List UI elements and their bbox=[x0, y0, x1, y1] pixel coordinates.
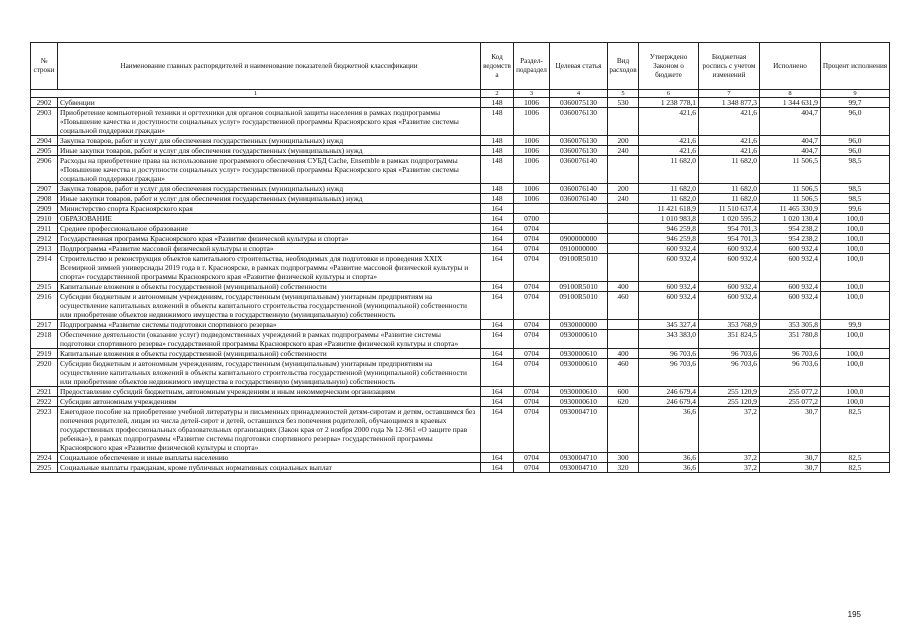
row-expense-type bbox=[608, 224, 639, 234]
row-executed: 30,7 bbox=[760, 407, 821, 453]
row-section: 0704 bbox=[514, 254, 550, 282]
row-expense-type bbox=[608, 254, 639, 282]
row-code: 164 bbox=[481, 292, 514, 320]
row-executed: 404,7 bbox=[760, 136, 821, 146]
row-executed: 404,7 bbox=[760, 146, 821, 156]
row-executed: 1 020 130,4 bbox=[760, 214, 821, 224]
row-number: 2919 bbox=[31, 349, 58, 359]
row-approved: 11 421 618,9 bbox=[639, 204, 699, 214]
row-approved: 421,6 bbox=[639, 146, 699, 156]
row-code: 148 bbox=[481, 136, 514, 146]
header-schedule: Бюджетная роспись с учетом изменений bbox=[699, 43, 760, 90]
row-number: 2920 bbox=[31, 359, 58, 387]
row-section: 0704 bbox=[514, 453, 550, 463]
row-code: 164 bbox=[481, 320, 514, 330]
row-name: Субсидии бюджетным и автономным учреждениям, государственным (муниципальным) унитарным предприятиям на осуществление капитальных вложений в объекты капитального строительства государственной (муниципальной) собственности или приобретение объектов недвижимого имущества в государственную (муниципальную) собственность bbox=[58, 359, 481, 387]
row-percent: 96,0 bbox=[821, 136, 890, 146]
row-executed: 255 077,2 bbox=[760, 397, 821, 407]
row-percent: 100,0 bbox=[821, 244, 890, 254]
row-target: 0930000610 bbox=[550, 397, 608, 407]
row-executed: 404,7 bbox=[760, 108, 821, 136]
row-expense-type: 300 bbox=[608, 453, 639, 463]
row-section: 0704 bbox=[514, 349, 550, 359]
row-schedule: 37,2 bbox=[699, 407, 760, 453]
row-executed: 30,7 bbox=[760, 463, 821, 473]
row-executed: 11 506,5 bbox=[760, 156, 821, 184]
row-expense-type bbox=[608, 330, 639, 349]
header-code: Код ведомства bbox=[481, 43, 514, 90]
row-number: 2902 bbox=[31, 98, 58, 108]
row-code: 164 bbox=[481, 234, 514, 244]
row-percent: 82,5 bbox=[821, 407, 890, 453]
row-number: 2921 bbox=[31, 387, 58, 397]
row-target: 0360076130 bbox=[550, 108, 608, 136]
row-name: Государственная программа Красноярского края «Развитие физической культуры и спорта» bbox=[58, 234, 481, 244]
row-section: 0704 bbox=[514, 463, 550, 473]
row-number: 2918 bbox=[31, 330, 58, 349]
header-number: 8 bbox=[760, 90, 821, 98]
row-approved: 11 682,0 bbox=[639, 194, 699, 204]
row-name: Подпрограмма «Развитие системы подготовки спортивного резерва» bbox=[58, 320, 481, 330]
row-percent: 100,0 bbox=[821, 214, 890, 224]
row-section: 0704 bbox=[514, 330, 550, 349]
row-approved: 36,6 bbox=[639, 407, 699, 453]
row-approved: 11 682,0 bbox=[639, 184, 699, 194]
row-schedule: 600 932,4 bbox=[699, 282, 760, 292]
row-schedule: 1 020 595,2 bbox=[699, 214, 760, 224]
table-row bbox=[31, 292, 890, 320]
row-percent: 100,0 bbox=[821, 359, 890, 387]
row-schedule: 954 701,3 bbox=[699, 224, 760, 234]
row-code: 164 bbox=[481, 349, 514, 359]
header-name: Наименование главных распорядителей и наименование показателей бюджетной классификации bbox=[58, 43, 481, 90]
row-number: 2908 bbox=[31, 194, 58, 204]
row-approved: 421,6 bbox=[639, 136, 699, 146]
row-schedule: 353 768,9 bbox=[699, 320, 760, 330]
table-row bbox=[31, 453, 890, 463]
table-header bbox=[31, 43, 890, 98]
row-name: Ежегодное пособие на приобретение учебной литературы и письменных принадлежностей детям-сиротам и детям, оставшимся без попечения родителей, лицам из числа детей-сирот и детей, оставшихся без попечения родителей, обучающимся в краевых государственных профессиональных образовательных организациях (Закон края от 2 ноября 2000 года № 12-961 «О защите прав ребенка»), в рамках подпрограммы «Развитие системы подготовки спортивного резерва» государственной программы Красноярского края «Развитие физической культуры и спорта» bbox=[58, 407, 481, 453]
row-executed: 954 238,2 bbox=[760, 224, 821, 234]
row-code: 148 bbox=[481, 194, 514, 204]
table-row bbox=[31, 194, 890, 204]
row-schedule: 600 932,4 bbox=[699, 254, 760, 282]
row-approved: 600 932,4 bbox=[639, 244, 699, 254]
header-number: 2 bbox=[481, 90, 514, 98]
row-approved: 246 679,4 bbox=[639, 397, 699, 407]
row-section: 0704 bbox=[514, 320, 550, 330]
row-target: 0360076140 bbox=[550, 184, 608, 194]
table-row bbox=[31, 359, 890, 387]
row-schedule: 96 703,6 bbox=[699, 359, 760, 387]
table-row bbox=[31, 387, 890, 397]
table-body bbox=[31, 98, 890, 473]
row-percent: 100,0 bbox=[821, 234, 890, 244]
row-target bbox=[550, 204, 608, 214]
row-schedule: 96 703,6 bbox=[699, 349, 760, 359]
row-percent: 100,0 bbox=[821, 330, 890, 349]
row-schedule: 255 120,9 bbox=[699, 397, 760, 407]
row-name: Министерство спорта Красноярского края bbox=[58, 204, 481, 214]
header-target: Целевая статья bbox=[550, 43, 608, 90]
row-percent: 100,0 bbox=[821, 292, 890, 320]
table-row bbox=[31, 98, 890, 108]
row-percent: 96,0 bbox=[821, 108, 890, 136]
row-section: 1006 bbox=[514, 194, 550, 204]
row-name: Капитальные вложения в объекты государственной (муниципальной) собственности bbox=[58, 349, 481, 359]
table-row bbox=[31, 254, 890, 282]
row-number: 2909 bbox=[31, 204, 58, 214]
row-number: 2912 bbox=[31, 234, 58, 244]
row-percent: 100,0 bbox=[821, 224, 890, 234]
row-percent: 96,0 bbox=[821, 146, 890, 156]
row-approved: 946 259,8 bbox=[639, 224, 699, 234]
row-target: 0930000610 bbox=[550, 387, 608, 397]
row-target: 09100R5010 bbox=[550, 292, 608, 320]
row-code: 164 bbox=[481, 282, 514, 292]
table-row bbox=[31, 224, 890, 234]
row-executed: 1 344 631,9 bbox=[760, 98, 821, 108]
row-expense-type: 400 bbox=[608, 282, 639, 292]
row-section: 0704 bbox=[514, 224, 550, 234]
row-expense-type: 320 bbox=[608, 463, 639, 473]
row-percent: 100,0 bbox=[821, 254, 890, 282]
row-code: 164 bbox=[481, 214, 514, 224]
row-number: 2917 bbox=[31, 320, 58, 330]
header-number: 9 bbox=[821, 90, 890, 98]
table-row bbox=[31, 146, 890, 156]
row-section: 0704 bbox=[514, 292, 550, 320]
row-section: 0704 bbox=[514, 282, 550, 292]
row-section: 0700 bbox=[514, 214, 550, 224]
row-schedule: 11 682,0 bbox=[699, 156, 760, 184]
row-name: Обеспечение деятельности (оказание услуг) подведомственных учреждений в рамках подпрограммы «Развитие системы подготовки спортивного резерва» государственной программы Красноярского края «Развитие физической культуры и спорта» bbox=[58, 330, 481, 349]
row-section: 1006 bbox=[514, 136, 550, 146]
row-target: 09100R5010 bbox=[550, 282, 608, 292]
row-section: 1006 bbox=[514, 184, 550, 194]
row-code: 148 bbox=[481, 98, 514, 108]
row-executed: 954 238,2 bbox=[760, 234, 821, 244]
row-approved: 946 259,8 bbox=[639, 234, 699, 244]
row-approved: 600 932,4 bbox=[639, 282, 699, 292]
table-row bbox=[31, 407, 890, 453]
row-approved: 246 679,4 bbox=[639, 387, 699, 397]
row-target: 0900000000 bbox=[550, 234, 608, 244]
row-schedule: 11 510 637,4 bbox=[699, 204, 760, 214]
row-expense-type: 620 bbox=[608, 397, 639, 407]
row-percent: 99,9 bbox=[821, 320, 890, 330]
row-number: 2910 bbox=[31, 214, 58, 224]
row-name: Субвенции bbox=[58, 98, 481, 108]
row-schedule: 255 120,9 bbox=[699, 387, 760, 397]
row-code: 148 bbox=[481, 184, 514, 194]
row-executed: 30,7 bbox=[760, 453, 821, 463]
row-executed: 351 780,8 bbox=[760, 330, 821, 349]
row-schedule: 37,2 bbox=[699, 453, 760, 463]
row-target: 0930000000 bbox=[550, 320, 608, 330]
row-schedule: 37,2 bbox=[699, 463, 760, 473]
row-number: 2906 bbox=[31, 156, 58, 184]
row-executed: 255 077,2 bbox=[760, 387, 821, 397]
row-expense-type bbox=[608, 320, 639, 330]
row-schedule: 421,6 bbox=[699, 146, 760, 156]
row-number: 2916 bbox=[31, 292, 58, 320]
table-row bbox=[31, 136, 890, 146]
row-executed: 353 305,8 bbox=[760, 320, 821, 330]
row-code: 164 bbox=[481, 204, 514, 214]
table-row bbox=[31, 349, 890, 359]
row-approved: 345 327,4 bbox=[639, 320, 699, 330]
header-numbers-row bbox=[31, 90, 890, 98]
row-expense-type: 240 bbox=[608, 194, 639, 204]
row-name: Иные закупки товаров, работ и услуг для обеспечения государственных (муниципальных) нужд bbox=[58, 194, 481, 204]
row-expense-type bbox=[608, 156, 639, 184]
row-code: 164 bbox=[481, 387, 514, 397]
row-approved: 1 238 778,1 bbox=[639, 98, 699, 108]
header-section: Раздел-подраздел bbox=[514, 43, 550, 90]
row-executed: 600 932,4 bbox=[760, 254, 821, 282]
row-number: 2922 bbox=[31, 397, 58, 407]
row-expense-type: 460 bbox=[608, 292, 639, 320]
row-code: 164 bbox=[481, 453, 514, 463]
row-expense-type: 240 bbox=[608, 146, 639, 156]
row-approved: 421,6 bbox=[639, 108, 699, 136]
row-approved: 600 932,4 bbox=[639, 292, 699, 320]
header-number: 6 bbox=[639, 90, 699, 98]
row-number: 2923 bbox=[31, 407, 58, 453]
row-code: 164 bbox=[481, 254, 514, 282]
row-name: Капитальные вложения в объекты государственной (муниципальной) собственности bbox=[58, 282, 481, 292]
header-number: 4 bbox=[550, 90, 608, 98]
row-expense-type bbox=[608, 108, 639, 136]
row-percent: 100,0 bbox=[821, 387, 890, 397]
row-percent: 98,5 bbox=[821, 184, 890, 194]
row-expense-type: 200 bbox=[608, 184, 639, 194]
row-section: 0704 bbox=[514, 244, 550, 254]
table-row bbox=[31, 282, 890, 292]
row-percent: 82,5 bbox=[821, 453, 890, 463]
row-approved: 343 383,0 bbox=[639, 330, 699, 349]
row-section: 1006 bbox=[514, 156, 550, 184]
page-number: 195 bbox=[847, 610, 861, 619]
row-code: 164 bbox=[481, 224, 514, 234]
row-approved: 36,6 bbox=[639, 463, 699, 473]
row-schedule: 954 701,3 bbox=[699, 234, 760, 244]
row-target: 0360076130 bbox=[550, 146, 608, 156]
row-section: 0704 bbox=[514, 407, 550, 453]
row-target: 0930000610 bbox=[550, 359, 608, 387]
row-name: Закупка товаров, работ и услуг для обеспечения государственных (муниципальных) нужд bbox=[58, 136, 481, 146]
row-number: 2914 bbox=[31, 254, 58, 282]
row-target: 0930000610 bbox=[550, 330, 608, 349]
row-number: 2904 bbox=[31, 136, 58, 146]
row-target: 0360075130 bbox=[550, 98, 608, 108]
row-code: 164 bbox=[481, 407, 514, 453]
row-number: 2925 bbox=[31, 463, 58, 473]
row-schedule: 351 824,5 bbox=[699, 330, 760, 349]
table-row bbox=[31, 463, 890, 473]
header-row-no: № строки bbox=[31, 43, 58, 90]
row-target: 0360076130 bbox=[550, 136, 608, 146]
row-target: 0360076140 bbox=[550, 194, 608, 204]
row-schedule: 600 932,4 bbox=[699, 292, 760, 320]
row-expense-type bbox=[608, 244, 639, 254]
row-target bbox=[550, 224, 608, 234]
row-executed: 600 932,4 bbox=[760, 282, 821, 292]
row-code: 148 bbox=[481, 156, 514, 184]
table-row bbox=[31, 214, 890, 224]
row-target: 0930000610 bbox=[550, 349, 608, 359]
row-expense-type: 600 bbox=[608, 387, 639, 397]
row-section: 0704 bbox=[514, 234, 550, 244]
row-number: 2913 bbox=[31, 244, 58, 254]
header-number: 5 bbox=[608, 90, 639, 98]
row-section: 0704 bbox=[514, 387, 550, 397]
row-percent: 100,0 bbox=[821, 397, 890, 407]
row-name: Иные закупки товаров, работ и услуг для обеспечения государственных (муниципальных) нужд bbox=[58, 146, 481, 156]
row-schedule: 600 932,4 bbox=[699, 244, 760, 254]
row-name: Социальное обеспечение и иные выплаты населению bbox=[58, 453, 481, 463]
row-expense-type: 460 bbox=[608, 359, 639, 387]
row-approved: 96 703,6 bbox=[639, 349, 699, 359]
table-row bbox=[31, 397, 890, 407]
row-percent: 98,5 bbox=[821, 194, 890, 204]
row-approved: 600 932,4 bbox=[639, 254, 699, 282]
header-percent: Процент исполнения bbox=[821, 43, 890, 90]
row-executed: 11 506,5 bbox=[760, 194, 821, 204]
row-section: 0704 bbox=[514, 359, 550, 387]
row-approved: 36,6 bbox=[639, 453, 699, 463]
row-code: 164 bbox=[481, 397, 514, 407]
row-target bbox=[550, 214, 608, 224]
row-executed: 600 932,4 bbox=[760, 292, 821, 320]
row-executed: 11 506,5 bbox=[760, 184, 821, 194]
row-expense-type bbox=[608, 234, 639, 244]
row-executed: 96 703,6 bbox=[760, 349, 821, 359]
row-number: 2905 bbox=[31, 146, 58, 156]
row-name: ОБРАЗОВАНИЕ bbox=[58, 214, 481, 224]
row-percent: 100,0 bbox=[821, 349, 890, 359]
row-name: Расходы на приобретение права на использование программного обеспечения СУБД Cache, Ensemble в рамках подпрограммы «Повышение качества и доступности социальных услуг» государственной программы Красноярского края «Развитие системы социальной поддержки граждан» bbox=[58, 156, 481, 184]
row-name: Приобретение компьютерной техники и оргтехники для органов социальной защиты населения в рамках подпрограммы «Повышение качества и доступности социальных услуг» государственной программы Красноярского края «Развитие системы социальной поддержки граждан» bbox=[58, 108, 481, 136]
header-number: 3 bbox=[514, 90, 550, 98]
header-expense-type: Вид расходов bbox=[608, 43, 639, 90]
row-approved: 1 010 983,8 bbox=[639, 214, 699, 224]
row-target: 0930004710 bbox=[550, 453, 608, 463]
table-row bbox=[31, 204, 890, 214]
row-code: 148 bbox=[481, 146, 514, 156]
row-code: 164 bbox=[481, 330, 514, 349]
row-section: 1006 bbox=[514, 146, 550, 156]
row-expense-type: 200 bbox=[608, 136, 639, 146]
row-name: Среднее профессиональное образование bbox=[58, 224, 481, 234]
header-executed: Исполнено bbox=[760, 43, 821, 90]
row-section: 1006 bbox=[514, 108, 550, 136]
row-code: 164 bbox=[481, 463, 514, 473]
header-approved: Утверждено Законом о бюджете bbox=[639, 43, 699, 90]
row-expense-type: 530 bbox=[608, 98, 639, 108]
row-name: Социальные выплаты гражданам, кроме публичных нормативных социальных выплат bbox=[58, 463, 481, 473]
row-number: 2924 bbox=[31, 453, 58, 463]
row-schedule: 11 682,0 bbox=[699, 184, 760, 194]
row-percent: 99,6 bbox=[821, 204, 890, 214]
row-schedule: 421,6 bbox=[699, 108, 760, 136]
row-target: 0910000000 bbox=[550, 244, 608, 254]
table-row bbox=[31, 156, 890, 184]
row-approved: 96 703,6 bbox=[639, 359, 699, 387]
table-row bbox=[31, 244, 890, 254]
row-name: Предоставление субсидий бюджетным, автономным учреждениям и иным некоммерческим организациям bbox=[58, 387, 481, 397]
row-code: 164 bbox=[481, 244, 514, 254]
row-percent: 82,5 bbox=[821, 463, 890, 473]
row-expense-type: 400 bbox=[608, 349, 639, 359]
row-code: 148 bbox=[481, 108, 514, 136]
row-schedule: 11 682,0 bbox=[699, 194, 760, 204]
row-executed: 11 465 330,9 bbox=[760, 204, 821, 214]
row-number: 2915 bbox=[31, 282, 58, 292]
table-row bbox=[31, 234, 890, 244]
row-target: 0930004710 bbox=[550, 407, 608, 453]
row-section bbox=[514, 204, 550, 214]
row-expense-type bbox=[608, 204, 639, 214]
row-schedule: 1 348 877,3 bbox=[699, 98, 760, 108]
row-name: Субсидии автономным учреждениям bbox=[58, 397, 481, 407]
table-row bbox=[31, 330, 890, 349]
row-number: 2911 bbox=[31, 224, 58, 234]
row-percent: 100,0 bbox=[821, 282, 890, 292]
row-name: Субсидии бюджетным и автономным учреждениям, государственным (муниципальным) унитарным предприятиям на осуществление капитальных вложений в объекты капитального строительства государственной (муниципальной) собственности или приобретение объектов недвижимого имущества в государственную (муниципальную) собственность bbox=[58, 292, 481, 320]
row-executed: 600 932,4 bbox=[760, 244, 821, 254]
table-row bbox=[31, 320, 890, 330]
row-approved: 11 682,0 bbox=[639, 156, 699, 184]
row-number: 2907 bbox=[31, 184, 58, 194]
row-number: 2903 bbox=[31, 108, 58, 136]
row-expense-type bbox=[608, 214, 639, 224]
row-section: 1006 bbox=[514, 98, 550, 108]
row-percent: 98,5 bbox=[821, 156, 890, 184]
row-code: 164 bbox=[481, 359, 514, 387]
header-number: 7 bbox=[699, 90, 760, 98]
row-executed: 96 703,6 bbox=[760, 359, 821, 387]
row-target: 0360076140 bbox=[550, 156, 608, 184]
row-target: 09100R5010 bbox=[550, 254, 608, 282]
row-section: 0704 bbox=[514, 397, 550, 407]
table-row bbox=[31, 184, 890, 194]
budget-table bbox=[30, 42, 890, 473]
row-name: Закупка товаров, работ и услуг для обеспечения государственных (муниципальных) нужд bbox=[58, 184, 481, 194]
row-expense-type bbox=[608, 407, 639, 453]
row-target: 0930004710 bbox=[550, 463, 608, 473]
row-name: Подпрограмма «Развитие массовой физической культуры и спорта» bbox=[58, 244, 481, 254]
header-number: 1 bbox=[31, 90, 481, 98]
row-percent: 99,7 bbox=[821, 98, 890, 108]
row-name: Строительство и реконструкция объектов капитального строительства, необходимых для подготовки и проведения XXIX Всемирной зимней универсиады 2019 года в г. Красноярске, в рамках подпрограммы «Развитие массовой физической культуры и спорта» государственной программы Красноярского края «Развитие физической культуры и спорта» bbox=[58, 254, 481, 282]
table-row bbox=[31, 108, 890, 136]
row-schedule: 421,6 bbox=[699, 136, 760, 146]
